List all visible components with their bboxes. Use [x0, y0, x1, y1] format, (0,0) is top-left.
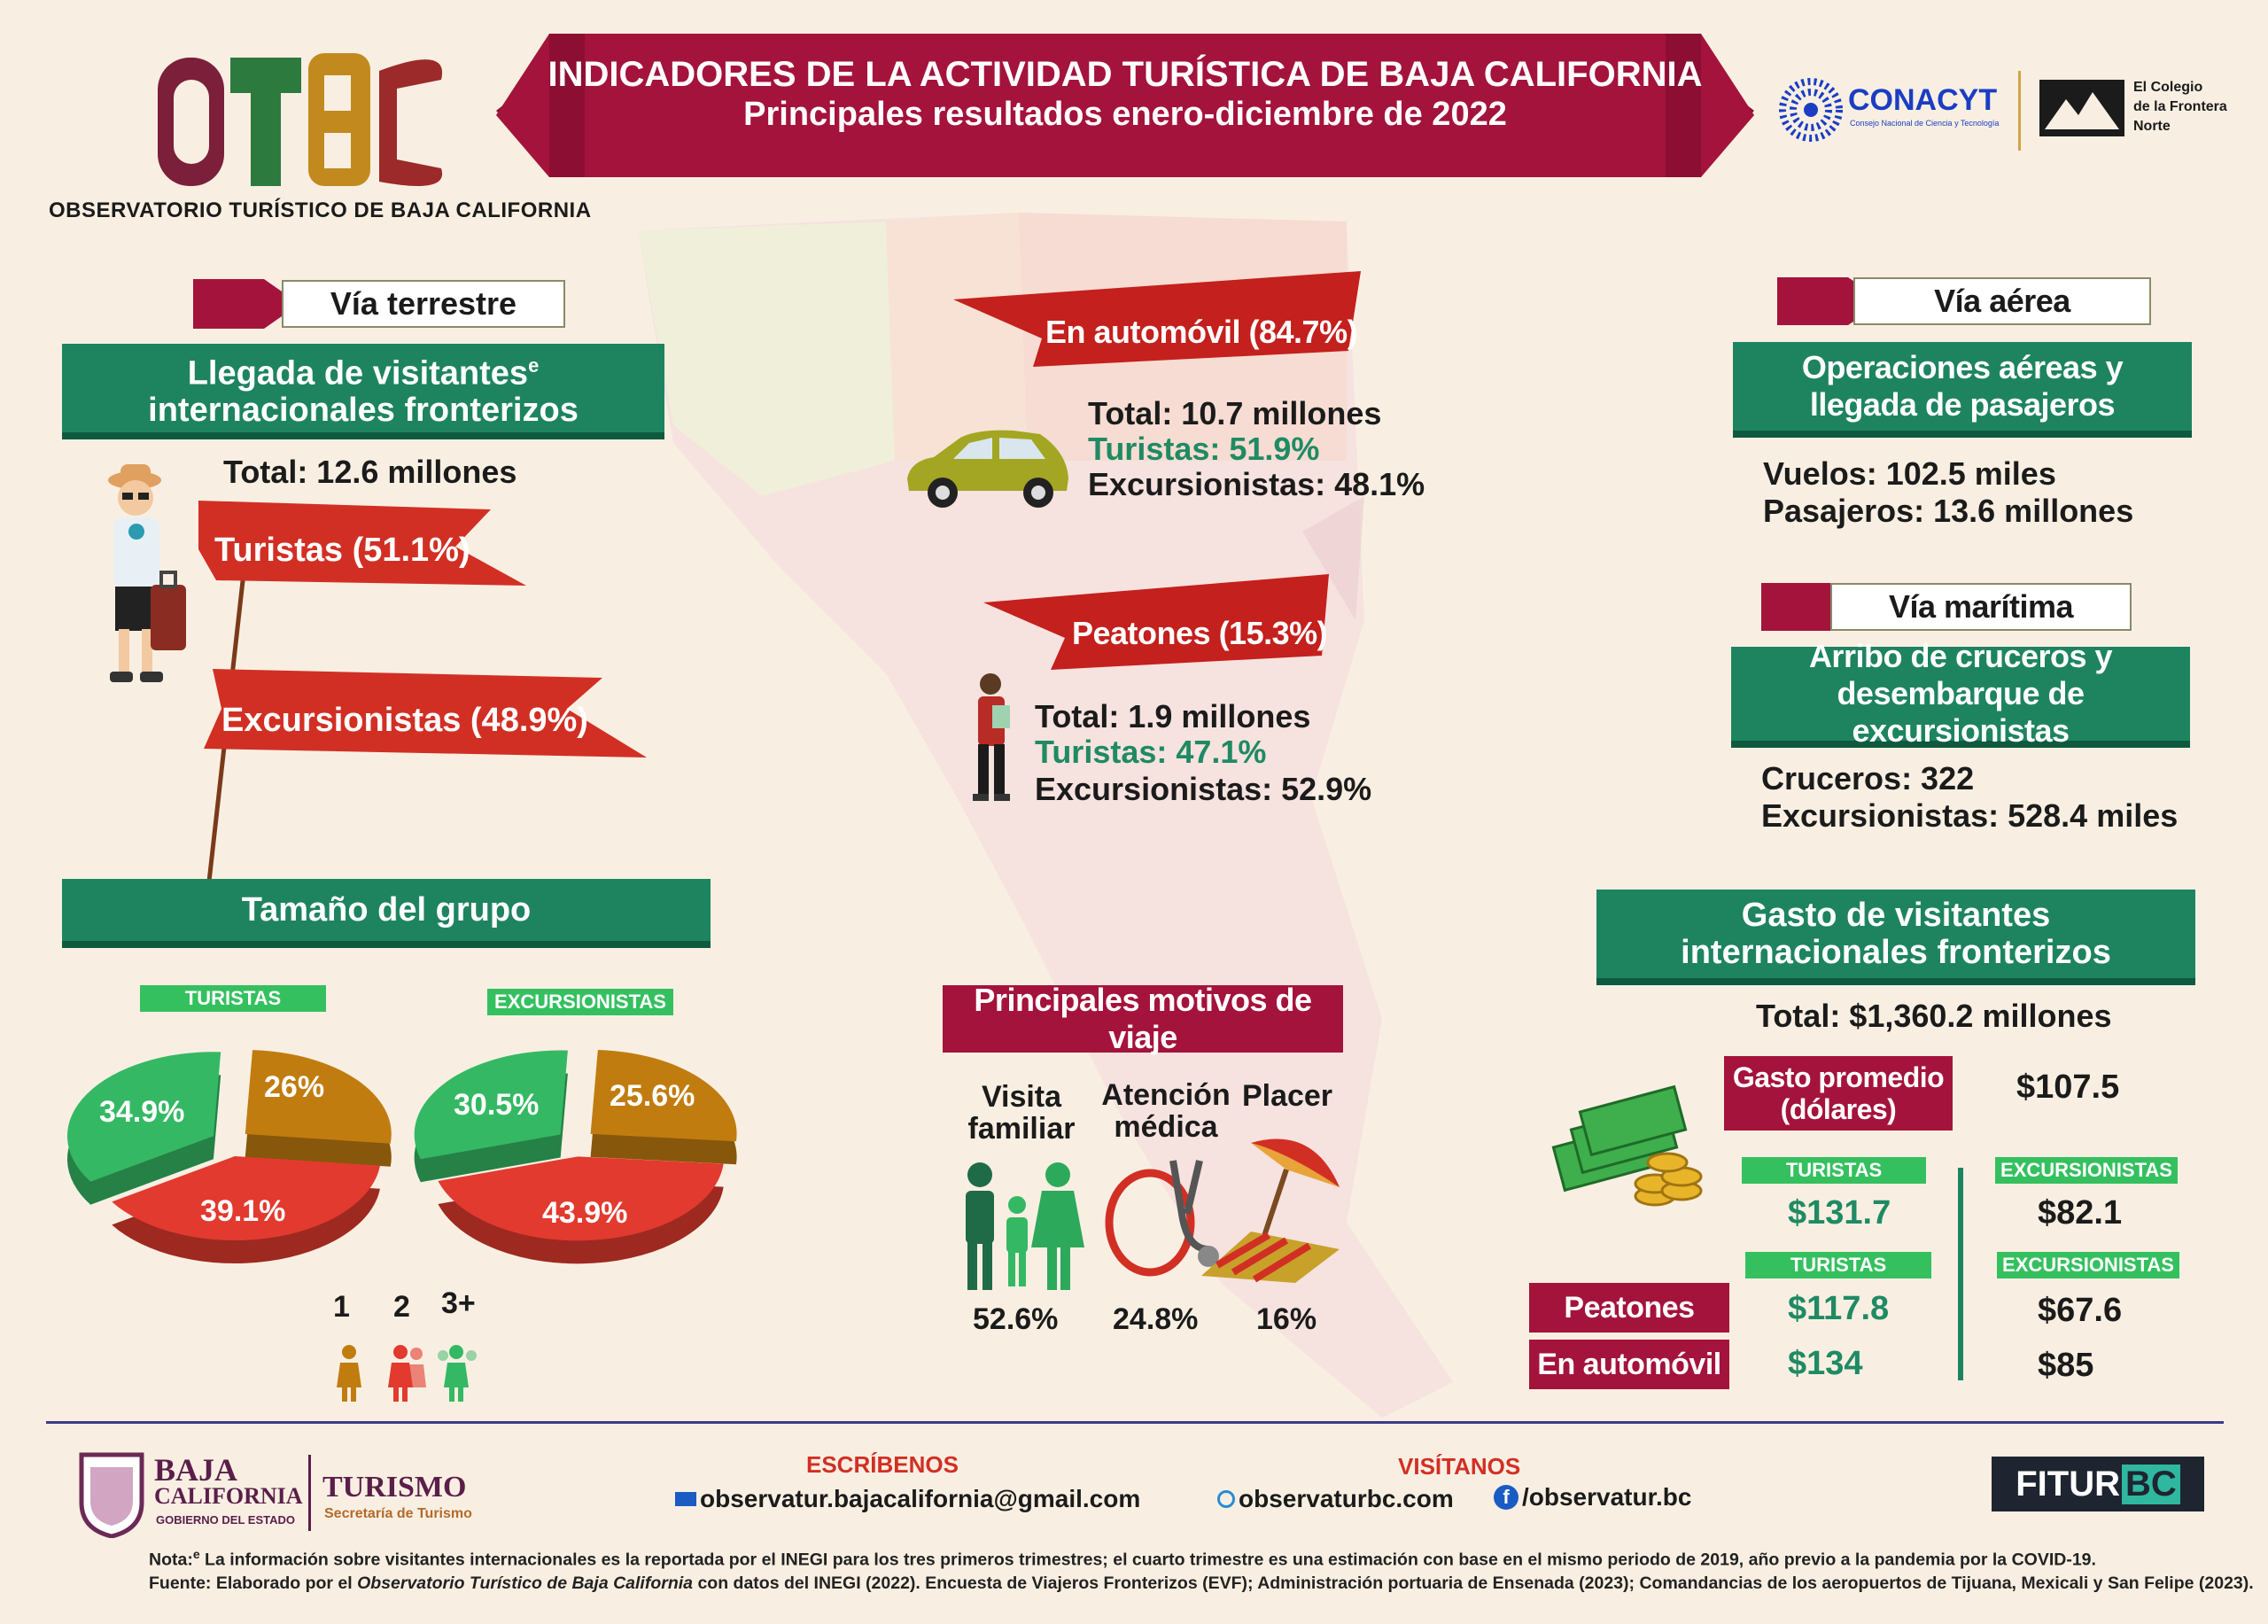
turismo-sub: Secretaría de Turismo [324, 1506, 472, 1521]
aerea-title-line1: Operaciones aéreas y [1801, 349, 2124, 385]
footer-divider [46, 1421, 2224, 1424]
motivo-atencion-value: 24.8% [1113, 1302, 1199, 1336]
page-subtitle: Principales resultados enero-diciembre de 2022 [743, 96, 1507, 133]
otbc-logo [158, 35, 450, 195]
web-row[interactable] [1217, 1485, 1454, 1513]
gasto-turistas-value: $131.7 [1788, 1194, 1891, 1232]
family-icon [953, 1161, 1095, 1294]
maritima-cruceros: Cruceros: 322 [1761, 760, 1975, 796]
gasto-promedio-line1: Gasto promedio [1732, 1061, 1945, 1093]
motivo-placer-value: 16% [1256, 1302, 1317, 1336]
colef-mountain-icon [2039, 80, 2124, 136]
turismo-text: TURISMO [322, 1471, 467, 1504]
llegada-title-line1: Llegada de visitantes$^e$ [187, 354, 540, 392]
automovil-total: Total: 10.7 millones [1088, 395, 1382, 431]
pie2-label-1: 25.6% [610, 1079, 695, 1113]
web-link[interactable]: observaturbc.com [1239, 1485, 1454, 1512]
fitur-bc-text: BC [2122, 1465, 2180, 1504]
conacyt-dots-icon [1779, 78, 1843, 142]
gasto-peatones-excursionistas: $67.6 [2038, 1292, 2123, 1329]
bc-line2: CALIFORNIA [154, 1483, 303, 1509]
colef-line1: El Colegio [2133, 80, 2203, 95]
maritima-excursionistas: Excursionistas: 528.4 miles [1761, 797, 2179, 834]
pie1-label-2: 39.1% [200, 1194, 286, 1228]
globe-icon [1217, 1490, 1235, 1508]
peatones-total: Total: 1.9 millones [1035, 698, 1311, 734]
peatones-excursionistas: Excursionistas: 52.9% [1035, 771, 1372, 807]
gasto-header [1596, 890, 2195, 978]
automovil-excursionistas: Excursionistas: 48.1% [1088, 466, 1425, 502]
gasto-column-divider [1958, 1168, 1963, 1380]
facebook-link[interactable]: /observatur.bc [1522, 1483, 1692, 1511]
llegada-title-line2: internacionales fronterizos [148, 392, 579, 430]
page-title: INDICADORES DE LA ACTIVIDAD TURÍSTICA DE BAJA CALIFORNIA [548, 55, 1703, 94]
arribo-cruceros-header [1731, 638, 2190, 749]
car-icon [898, 425, 1076, 514]
llegada-visitantes-header [62, 344, 664, 432]
pie-chart-excursionistas [408, 1028, 744, 1294]
pie1-label-3plus: 34.9% [99, 1095, 185, 1129]
excursionistas-ribbon-text: Excursionistas (48.9%) [221, 702, 588, 739]
person-three-icon [438, 1345, 477, 1402]
pie2-label-2: 43.9% [542, 1196, 628, 1230]
otbc-logo-graphic [158, 35, 450, 195]
facebook-icon: f [1494, 1485, 1518, 1510]
gobierno-bc-logo [76, 1449, 484, 1538]
nota-sup: e [192, 1547, 200, 1561]
peatones-ribbon-text: Peatones (15.3%) [1072, 615, 1328, 651]
colef-logo [2039, 80, 2234, 142]
fuente-italic: Observatorio Turístico de Baja California [357, 1573, 694, 1593]
aerea-vuelos: Vuelos: 102.5 miles [1763, 455, 2056, 492]
maritima-title-line1: Arribo de cruceros y [1808, 638, 2113, 674]
gasto-promedio-value: $107.5 [2016, 1068, 2120, 1106]
fuente-a: Fuente: Elaborado por el [149, 1573, 358, 1593]
terrestre-total: Total: 12.6 millones [223, 454, 517, 490]
facebook-row[interactable] [1494, 1483, 1691, 1511]
nota-body: La información sobre visitantes internacionales es la reportada por el INEGI para los tres primeros trimestres; el cuarto trimestre es una estimación con base en el mismo periodo de 2019, año previo a la pandemia por la COVID-19. [199, 1550, 2096, 1570]
otbc-caption: OBSERVATORIO TURÍSTICO DE BAJA CALIFORNIA [49, 198, 592, 222]
legend-1: 1 [333, 1290, 350, 1324]
aerea-pasajeros: Pasajeros: 13.6 millones [1763, 493, 2134, 529]
nota-label: Nota: [149, 1550, 193, 1570]
motivo-visita-value: 52.6% [973, 1302, 1059, 1336]
legend-2: 2 [393, 1290, 410, 1324]
logo-divider [2018, 71, 2021, 151]
gasto-total: Total: $1,360.2 millones [1756, 998, 2112, 1034]
pie-chart-turistas [62, 1028, 399, 1294]
gasto-turistas-tag: TURISTAS [1742, 1157, 1926, 1184]
pie1-label-1: 26% [264, 1070, 325, 1104]
gasto-promedio-label [1724, 1056, 1953, 1131]
operaciones-aereas-header [1733, 342, 2192, 431]
email-row[interactable] [675, 1485, 1140, 1513]
via-terrestre-label: Vía terrestre [282, 280, 565, 328]
gasto-excursionistas-tag: EXCURSIONISTAS [1995, 1157, 2178, 1184]
colef-line3: Norte [2133, 119, 2171, 134]
motivo-placer-label: Placer [1241, 1079, 1333, 1113]
tamano-grupo-header: Tamaño del grupo [62, 879, 711, 941]
gasto-peatones-turistas: $117.8 [1788, 1290, 1890, 1327]
gasto-excursionistas-tag-2: EXCURSIONISTAS [1997, 1252, 2179, 1278]
escribenos-label: ESCRÍBENOS [806, 1451, 959, 1478]
automovil-ribbon-text: En automóvil (84.7%) [1045, 314, 1358, 350]
via-aerea-label: Vía aérea [1853, 277, 2151, 325]
conacyt-text: CONACYT [1848, 83, 1998, 117]
pie2-label-3plus: 30.5% [454, 1088, 540, 1122]
pedestrian-icon [966, 672, 1019, 804]
gasto-title-line2: internacionales fronterizos [1681, 934, 2111, 971]
email-link[interactable]: observatur.bajacalifornia@gmail.com [700, 1485, 1141, 1512]
motivo-visita-label [957, 1081, 1086, 1145]
bc-line1: BAJA [154, 1452, 238, 1488]
pie-turistas-tag: TURISTAS [140, 985, 326, 1012]
conacyt-logo [1779, 78, 2027, 140]
aerea-title-line2: llegada de pasajeros [1809, 386, 2116, 423]
person-two-icon [388, 1345, 426, 1402]
pie-excursionistas-tag: EXCURSIONISTAS [487, 989, 673, 1015]
tourist-figure-icon [96, 461, 193, 691]
maritima-title-line2: desembarque de excursionistas [1837, 675, 2085, 749]
gasto-title-line1: Gasto de visitantes [1741, 897, 2051, 934]
motivos-header: Principales motivos de viaje [943, 985, 1343, 1053]
peatones-turistas: Turistas: 47.1% [1035, 734, 1267, 770]
via-maritima-label: Vía marítima [1830, 583, 2132, 631]
motivo-visita-line2: familiar [967, 1112, 1076, 1146]
legend-3plus: 3+ [441, 1286, 476, 1320]
gasto-automovil-label: En automóvil [1529, 1340, 1729, 1389]
turistas-ribbon-text: Turistas (51.1%) [214, 532, 470, 569]
gasto-promedio-line2: (dólares) [1780, 1093, 1897, 1125]
gasto-turistas-tag-2: TURISTAS [1745, 1252, 1931, 1278]
person-one-icon [337, 1345, 361, 1402]
fitur-text: FITUR [2016, 1464, 2120, 1504]
gasto-auto-turistas: $134 [1788, 1345, 1863, 1382]
legend-person-icons [328, 1343, 487, 1405]
gasto-excursionistas-value: $82.1 [2038, 1194, 2123, 1232]
motivo-atencion-line1: Atención [1101, 1078, 1231, 1112]
motivo-atencion-line2: médica [1114, 1110, 1218, 1144]
fuente-text [149, 1573, 2254, 1594]
fuente-b: con datos del INEGI (2022). Encuesta de Viajeros Fronterizos (EVF); Administración portuaria de Ensenada (2023); Comandancias de los aeropuertos de Tijuana, Mexicali y San Felipe (2023). [693, 1573, 2254, 1593]
visitanos-label: VISÍTANOS [1398, 1453, 1521, 1480]
bc-line3: GOBIERNO DEL ESTADO [156, 1513, 295, 1527]
bc-divider [308, 1455, 311, 1531]
conacyt-subtext: Consejo Nacional de Ciencia y Tecnología [1850, 119, 2000, 128]
money-stack-icon [1549, 1081, 1708, 1214]
envelope-icon [675, 1492, 696, 1506]
fitur-bc-logo [1992, 1457, 2204, 1511]
automovil-turistas: Turistas: 51.9% [1088, 431, 1320, 467]
bc-shield-icon [76, 1449, 147, 1538]
beach-umbrella-icon [1198, 1134, 1348, 1285]
gasto-auto-excursionistas: $85 [2038, 1347, 2094, 1384]
colef-line2: de la Frontera [2133, 99, 2227, 114]
motivo-visita-line1: Visita [981, 1080, 1062, 1114]
nota-text [149, 1547, 2096, 1571]
gasto-peatones-label: Peatones [1529, 1283, 1729, 1333]
